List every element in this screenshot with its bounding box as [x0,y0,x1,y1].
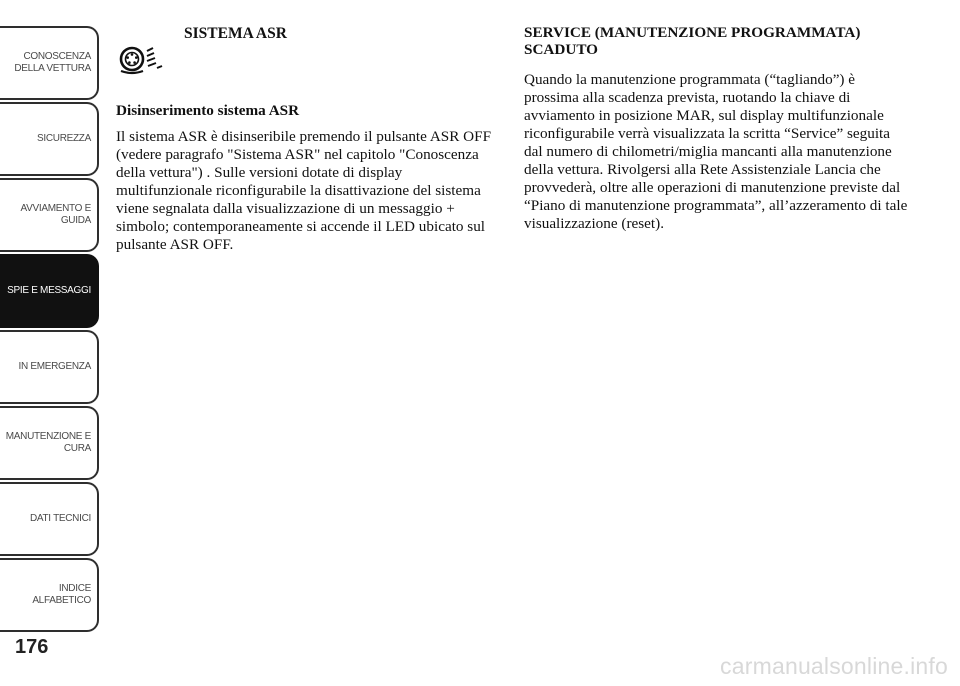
tab-label: IN EMERGENZA [18,361,91,372]
watermark: carmanualsonline.info [720,653,948,679]
tab-label: SICUREZZA [37,133,91,144]
left-subheading: Disinserimento sistema ASR [116,102,300,119]
tab-label: AVVIAMENTO E GUIDA [20,203,91,226]
section-tabs [0,26,101,634]
tab-indice-alfabetico[interactable] [0,558,99,632]
tab-label: CONOSCENZA DELLA VETTURA [14,51,91,74]
tab-label: SPIE E MESSAGGI [7,285,91,296]
right-heading: SERVICE (MANUTENZIONE PROGRAMMATA) SCADUTO [524,24,861,58]
tab-label: DATI TECNICI [29,513,91,524]
asr-warning-icon [118,42,166,76]
tab-avviamento-e-guida[interactable] [0,178,99,252]
tab-manutenzione-e-cura[interactable] [0,406,99,480]
tab-sicurezza[interactable] [0,102,99,176]
section-title-asr: SISTEMA ASR [184,25,287,42]
tab-conoscenza-della-vettura[interactable] [0,26,99,100]
page-number: 176 [15,636,49,658]
tab-in-emergenza[interactable] [0,330,99,404]
right-paragraph: Quando la manutenzione programmata (“tagliando”) è prossima alla scadenza prevista, ruotando la chiave di avviamento in posizione MAR, sul display multifunzionale riconfigurabile verrà visualizzata la scritta “Service” seguita dal numero di chilometri/miglia mancanti alla manutenzione della vettura. Rivolgersi alla Rete Assistenziale Lancia che provvederà, oltre alle operazioni di manutenzione previste dal “Piano di manutenzione programmata”, all’azzeramento di tale visualizzazione (reset). [524,71,908,232]
tab-spie-e-messaggi[interactable] [0,254,99,328]
tab-label: INDICE ALFABETICO [32,583,91,606]
left-paragraph: Il sistema ASR è disinseribile premendo il pulsante ASR OFF (vedere paragrafo "Sistema ASR" nel capitolo "Conoscenza della vettura") . Sulle versioni dotate di display multifunzionale riconfigurabile la disattivazione del sistema viene segnalata dalla visualizzazione di un messaggio + simbolo; contemporaneamente si accende il LED ubicato sul pulsante ASR OFF. [116,128,492,253]
tab-label: MANUTENZIONE E CURA [5,431,91,454]
tab-dati-tecnici[interactable] [0,482,99,556]
